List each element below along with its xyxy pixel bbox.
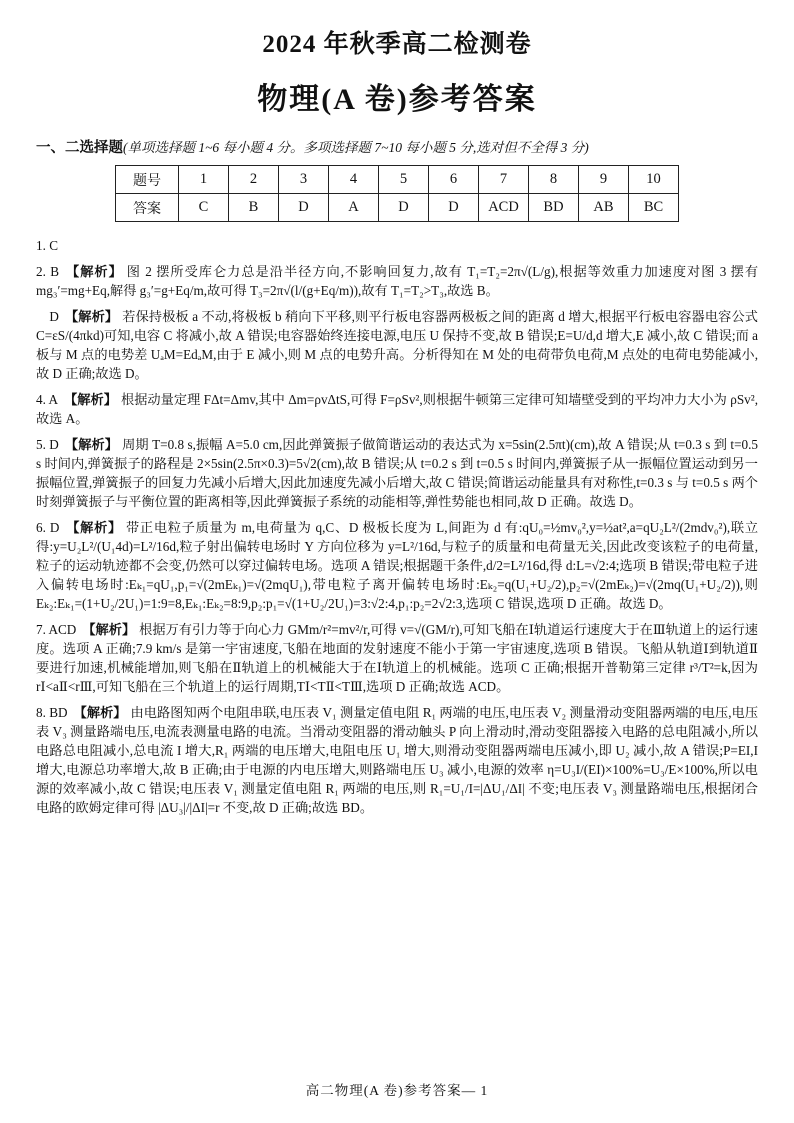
- answer-cell: AB: [579, 194, 629, 222]
- analysis-tag: 【解析】: [73, 705, 127, 720]
- answer-cell: A: [329, 194, 379, 222]
- explanation-label: 4. A: [36, 392, 59, 407]
- explanation-item: [36, 307, 758, 383]
- explanation-text: 根据动量定理 FΔt=Δmv,其中 Δm=ρvΔtS,可得 F=ρSv²,则根据牛顿第三定律可知墙壁受到的平均冲力大小为 ρSv²,故选 A。: [36, 392, 759, 426]
- analysis-tag: 【解析】: [82, 622, 136, 637]
- question-number-cell: 1: [179, 166, 229, 194]
- explanation-text: 图 2 摆所受库仑力总是沿半径方向,不影响回复力,故有 T₁=T₂=2π√(L/g),根据等效重力加速度对图 3 摆有 mg₃′=mg+Eq,解得 g₃′=g+Eq/m,故可得 T₃=2π√(l/(g+Eq/m)),故有 T₁=T₂>T₃,故选 B。: [36, 264, 759, 298]
- section-header: [36, 136, 758, 157]
- answer-cell: BC: [629, 194, 679, 222]
- explanation-item: [36, 390, 758, 428]
- explanation-text: 由电路图知两个电阻串联,电压表 V₁ 测量定值电阻 R₁ 两端的电压,电压表 V₂ 测量滑动变阻器两端的电压,电压表 V₃ 测量路端电压,电流表测量电路的电流。当滑动变阻器的滑动触头 P 向上滑动时,滑动变阻器接入电路的总电阻减小,所以电路总电阻减小,总电流 I 增大,R₁ 两端的电压增大,电阻电压 U₁ 增大,则滑动变阻器两端电压减小,即 U₂ 减小,故 A 错误;P=EI,I 增大,电源总功率增大,故 B 正确;由于电源的内电压增大,则路端电压 U₃ 减小,电源的效率 η=U₃I/(EI)×100%=U₃/E×100%,所以电源的效率减小,故 C 错误;电压表 V₁ 测量定值电阻 R₁ 两端的电压,则 R₁=U₁/I=|ΔU₁/ΔI| 不变;电压表 V₃ 测量路端电压,根据闭合电路的欧姆定律可得 |ΔU₃|/|ΔI|=r 不变,故 D 正确;故选 BD。: [36, 705, 758, 815]
- explanation-label: D: [36, 309, 59, 324]
- question-number-cell: 5: [379, 166, 429, 194]
- answer-cell: D: [279, 194, 329, 222]
- answer-cell: C: [179, 194, 229, 222]
- explanation-item: [36, 236, 758, 255]
- explanation-item: [36, 262, 758, 300]
- document-subtitle: 物理(A 卷)参考答案: [257, 83, 537, 116]
- row-label-numbers: 题号: [116, 166, 179, 194]
- question-number-cell: 3: [279, 166, 329, 194]
- explanation-item: [36, 518, 758, 613]
- question-number-row: [116, 166, 679, 194]
- explanations-list: [36, 236, 758, 817]
- explanation-label: 8. BD: [36, 705, 68, 720]
- explanation-text: 若保持极板 a 不动,将极板 b 稍向下平移,则平行板电容器两极板之间的距离 d 增大,根据平行板电容器电容公式 C=εS/(4πkd)可知,电容 C 将减小,故 A 错误;电容器始终连接电源,电压 U 保持不变,故 B 错误;E=U/d,d 增大,E 减小,故 C 错误;而 a 板与 M 点的电势差 UₐM=EdₐM,由于 E 减小,则 M 点的电势升高。分析得知在 M 处的电荷带负电荷,M 点处的电荷电势能减小,故 D 正确;故选 D。: [36, 309, 758, 381]
- document-title: 2024 年秋季高二检测卷: [262, 31, 532, 58]
- section-heading: 一、二选择题: [36, 140, 123, 156]
- analysis-tag: 【解析】: [65, 520, 122, 535]
- explanation-label: 2. B: [36, 264, 59, 279]
- question-number-cell: 4: [329, 166, 379, 194]
- section-note: (单项选择题 1~6 每小题 4 分。多项选择题 7~10 每小题 5 分,选对但不全得 3 分): [123, 140, 589, 155]
- question-number-cell: 8: [529, 166, 579, 194]
- explanation-label: 1. C: [36, 238, 58, 253]
- question-number-cell: 9: [579, 166, 629, 194]
- answer-cell: ACD: [479, 194, 529, 222]
- answer-cell: D: [429, 194, 479, 222]
- explanation-item: [36, 703, 758, 817]
- explanation-item: [36, 435, 758, 511]
- explanation-label: 5. D: [36, 437, 59, 452]
- answer-cell: B: [229, 194, 279, 222]
- explanation-label: 7. ACD: [36, 622, 77, 637]
- page-footer: 高二物理(A 卷)参考答案— 1: [305, 1083, 489, 1098]
- explanation-text: 周期 T=0.8 s,振幅 A=5.0 cm,因此弹簧振子做简谐运动的表达式为 x=5sin(2.5πt)(cm),故 A 错误;从 t=0.3 s 到 t=0.5 s 时间内,弹簧振子的路程是 2×5sin(2.5π×0.3)=5√2(cm),故 B 错误;从 t=0.2 s 到 t=0.5 s 时间内,弹簧振子从一振幅位置运动到另一振幅位置,弹簧振子的回复力先减小后增大,因此加速度先减小后增大,故 C 错误;简谐运动能量具有对称性,t=0.3 s 与 t=0.5 s 两个时刻弹簧振子与平衡位置的距离相等,因此弹簧振子系统的动能相等,弹性势能也相同,故 D 正确。故选 D。: [36, 437, 759, 509]
- explanation-label: 6. D: [36, 520, 60, 535]
- analysis-tag: 【解析】: [64, 392, 117, 407]
- question-number-cell: 2: [229, 166, 279, 194]
- analysis-tag: 【解析】: [65, 264, 123, 279]
- row-label-answers: 答案: [116, 194, 179, 222]
- explanation-item: [36, 620, 758, 696]
- answer-table: [115, 165, 679, 222]
- analysis-tag: 【解析】: [64, 437, 119, 452]
- question-number-cell: 7: [479, 166, 529, 194]
- question-number-cell: 6: [429, 166, 479, 194]
- explanation-text: 根据万有引力等于向心力 GMm/r²=mv²/r,可得 v=√(GM/r),可知飞船在Ⅰ轨道运行速度大于在Ⅲ轨道上的运行速度。选项 A 正确;7.9 km/s 是第一宇宙速度,飞船在地面的发射速度不能小于第一宇宙速度,选项 B 错误。飞船从轨道Ⅰ到轨道Ⅱ要进行加速,机械能增加,则飞船在Ⅱ轨道上的机械能大于在Ⅰ轨道上的机械能。选项 C 正确;根据开普勒第三定律 r³/T²=k,因为 rⅠ<aⅡ<rⅢ,可知飞船在三个轨道上的运行周期,TⅠ<TⅡ<TⅢ,选项 D 正确;故选 ACD。: [36, 622, 758, 694]
- answer-row: [116, 194, 679, 222]
- question-number-cell: 10: [629, 166, 679, 194]
- explanation-text: 带正电粒子质量为 m,电荷量为 q,C、D 极板长度为 L,间距为 d 有:qU₀=½mv₀²,y=½at²,a=qU₂L²/(2mdv₀²),联立得:y=U₂L²/(U₁4d)=L²/16d,粒子射出偏转电场时 Y 方向位移为 y=L²/16d,与粒子的质量和电荷量无关,因此改变该粒子的电荷量,粒子的运动轨迹都不会变,仍然可以穿过偏转电场。选项 A 错误;根据题干条件,d/2=L²/16d,得 d:L=√2:4;选项 B 错误;带电粒子进入偏转电场时:Eₖ₁=qU₁,p₁=√(2mEₖ₁)=√(2mqU₁),带电粒子离开偏转电场时:Eₖ₂=q(U₁+U₂/2),p₂=√(2mEₖ₂)=√(2mq(U₁+U₂/2)),则 Eₖ₂:Eₖ₁=(1+U₂/2U₁)=1:9=8,Eₖ₁:Eₖ₂=8:9,p₂:p₁=√(1+U₂/2U₁)=3:√2:4,p₁:p₂=2√2:3,选项 C 错误,选项 D 正确。故选 D。: [36, 520, 759, 611]
- analysis-tag: 【解析】: [64, 309, 119, 324]
- answer-cell: D: [379, 194, 429, 222]
- answer-cell: BD: [529, 194, 579, 222]
